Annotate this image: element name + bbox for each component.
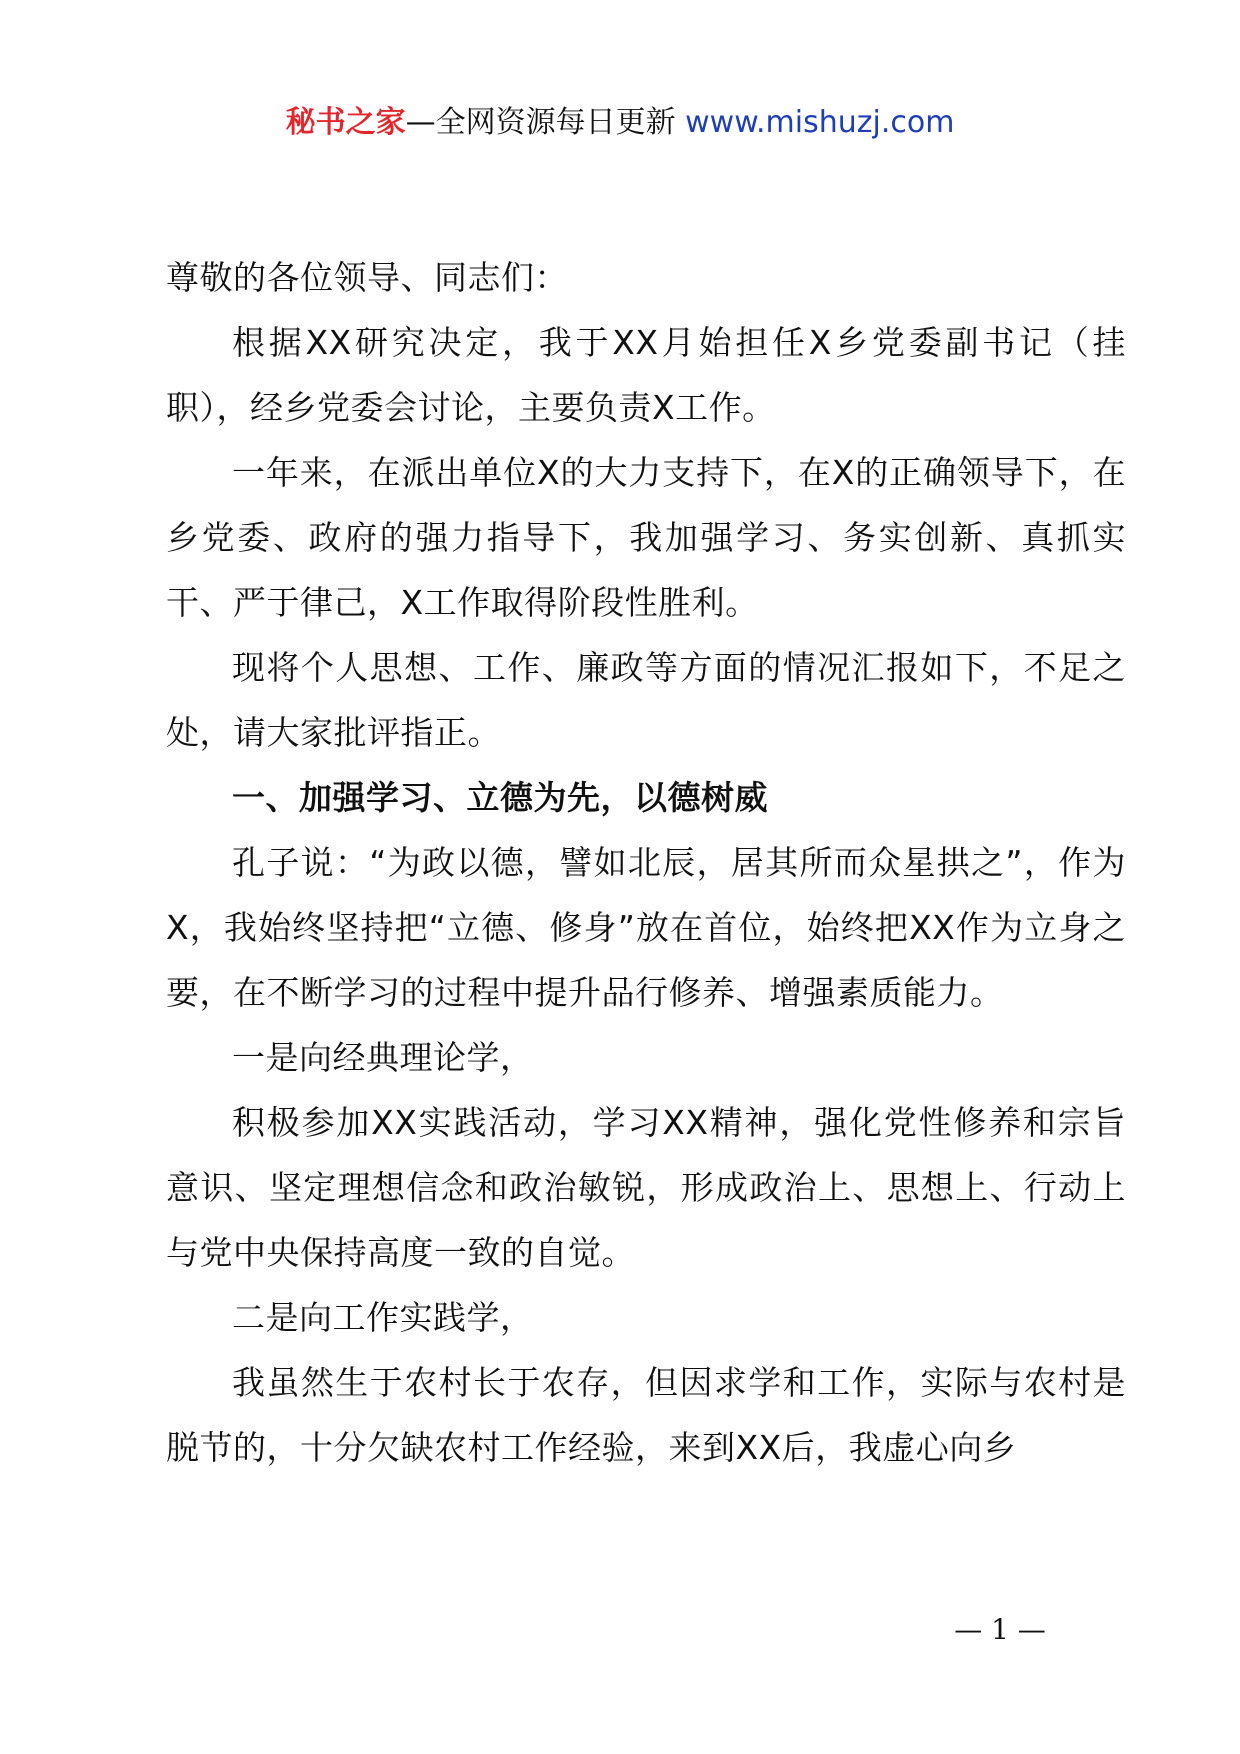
subheading: 二是向工作实践学， — [232, 1298, 534, 1337]
site-header — [0, 101, 1240, 145]
brand-name: 秘书之家 — [285, 105, 406, 140]
page-number: — 1 — — [954, 1613, 1046, 1646]
paragraph: 一年来，在派出单位X的大力支持下，在X的正确领导下，在乡党委、政府的强力指导下，我加强学习、务实创新、真抓实干、严于律己，X工作取得阶段性胜利。 — [166, 453, 1126, 622]
section-heading: 一、加强学习、立德为先，以德树威 — [232, 778, 768, 817]
paragraph: 孔子说：“为政以德，譬如北辰，居其所而众星拱之”，作为X，我始终坚持把“立德、修身”放在首位，始终把XX作为立身之要，在不断学习的过程中提升品行修养、增强素质能力。 — [166, 843, 1126, 1012]
subheading: 一是向经典理论学， — [232, 1038, 534, 1077]
paragraph: 我虽然生于农村长于农存，但因求学和工作，实际与农村是脱节的，十分欠缺农村工作经验，来到XX后，我虚心向乡 — [166, 1363, 1126, 1467]
site-url-link[interactable]: www.mishuzj.com — [685, 105, 955, 140]
salutation: 尊敬的各位领导、同志们： — [166, 258, 568, 297]
paragraph: 积极参加XX实践活动，学习XX精神，强化党性修养和宗旨意识、坚定理想信念和政治敏锐，形成政治上、思想上、行动上与党中央保持高度一致的自觉。 — [166, 1103, 1126, 1272]
header-tagline: —全网资源每日更新 — [405, 105, 676, 140]
document-body — [166, 245, 1126, 1480]
paragraph: 现将个人思想、工作、廉政等方面的情况汇报如下，不足之处，请大家批评指正。 — [166, 648, 1126, 752]
paragraph: 根据XX研究决定，我于XX月始担任X乡党委副书记（挂职），经乡党委会讨论，主要负责X工作。 — [166, 323, 1126, 427]
